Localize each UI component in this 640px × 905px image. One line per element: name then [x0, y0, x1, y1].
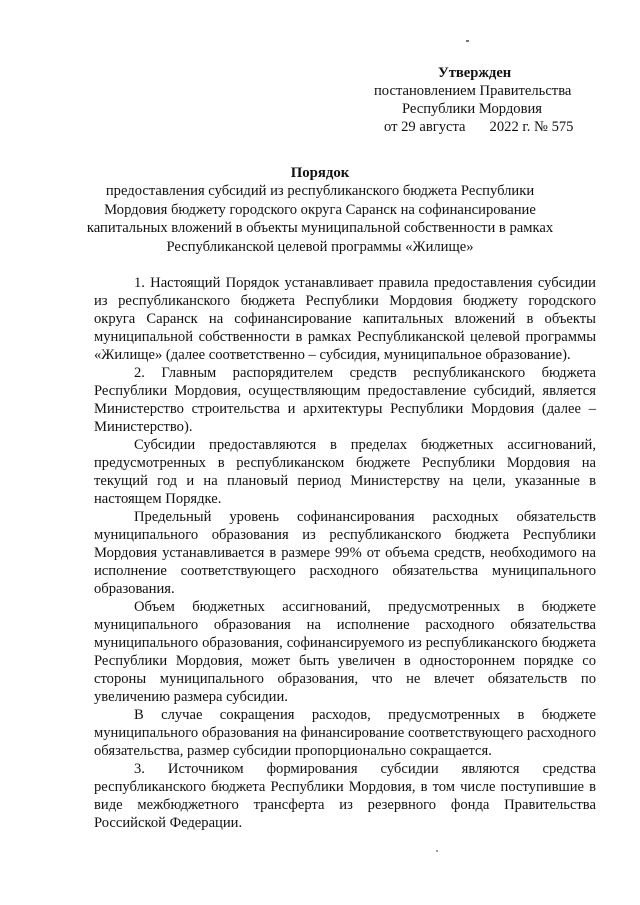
paragraph-3: 3. Источником формирования субсидии являются средства республиканского бюджета Республики Мордовия, в том числе поступившие в виде межбюджетного трансферта из резервного фонда Правительства Российской Федерации. — [94, 761, 596, 831]
subtitle-line: Республиканской целевой программы «Жилище» — [166, 238, 474, 255]
approval-number: 2022 г. № 575 — [489, 119, 574, 135]
scan-speck — [466, 40, 469, 42]
approval-title: Утвержден — [438, 65, 512, 81]
document-heading: Порядок — [290, 165, 350, 181]
approval-date: от 29 августа — [384, 119, 466, 135]
paragraph-allocation-volume: Объем бюджетных ассигнований, предусмотренных в бюджете муниципального образования на исполнение расходного обязательства муниципального образования, софинансируемого из республиканского бюджета Республики Мордовия, может быть увеличен в одностороннем порядке со стороны муниципального образования, что не влечет обязательств по увеличению размера субсидии. — [94, 599, 596, 705]
approval-stamp — [360, 64, 580, 136]
paragraph-1: 1. Настоящий Порядок устанавливает правила предоставления субсидии из республиканского бюджета Республики Мордовия бюджету городского округа Саранск на софинансирование капитальных вложений в объекты муниципальной собственности в рамках Республиканской целевой программы «Жилище» (далее соответственно – субсидия, муниципальное образование). — [94, 275, 596, 363]
subtitle-line: капитальных вложений в объекты муниципальной собственности в рамках — [86, 220, 554, 236]
paragraph-subsidies: Субсидии предоставляются в пределах бюджетных ассигнований, предусмотренных в республиканском бюджете Республики Мордовия на текущий год и на плановый период Министерству на цели, указанные в настоящем Порядке. — [94, 437, 596, 507]
approval-line-republic: Республики Мордовия — [402, 101, 543, 117]
scan-speck — [436, 850, 438, 852]
document-body — [94, 274, 596, 832]
paragraph-2: 2. Главным распорядителем средств республиканского бюджета Республики Мордовия, осуществляющим предоставление субсидий, является Министерство строительства и архитектуры Республики Мордовия (далее – Министерство). — [94, 365, 596, 435]
approval-line-decree: постановлением Правительства — [374, 83, 572, 99]
subtitle-line: Мордовия бюджету городского округа Саранск на софинансирование — [104, 201, 536, 218]
document-title-block — [0, 164, 640, 182]
approval-date-line — [360, 118, 580, 136]
paragraph-cofinancing-level: Предельный уровень софинансирования расходных обязательств муниципального образования из республиканского бюджета Республики Мордовия устанавливается в размере 99% от объема средств, необходимого на исполнение соответствующего расходного обязательства муниципального образования. — [94, 509, 596, 597]
document-subtitle — [0, 182, 640, 256]
paragraph-reduction: В случае сокращения расходов, предусмотренных в бюджете муниципального образования на финансирование соответствующего расходного обязательства, размер субсидии пропорционально сокращается. — [94, 707, 596, 759]
subtitle-line: предоставления субсидий из республиканского бюджета Республики — [105, 183, 535, 199]
